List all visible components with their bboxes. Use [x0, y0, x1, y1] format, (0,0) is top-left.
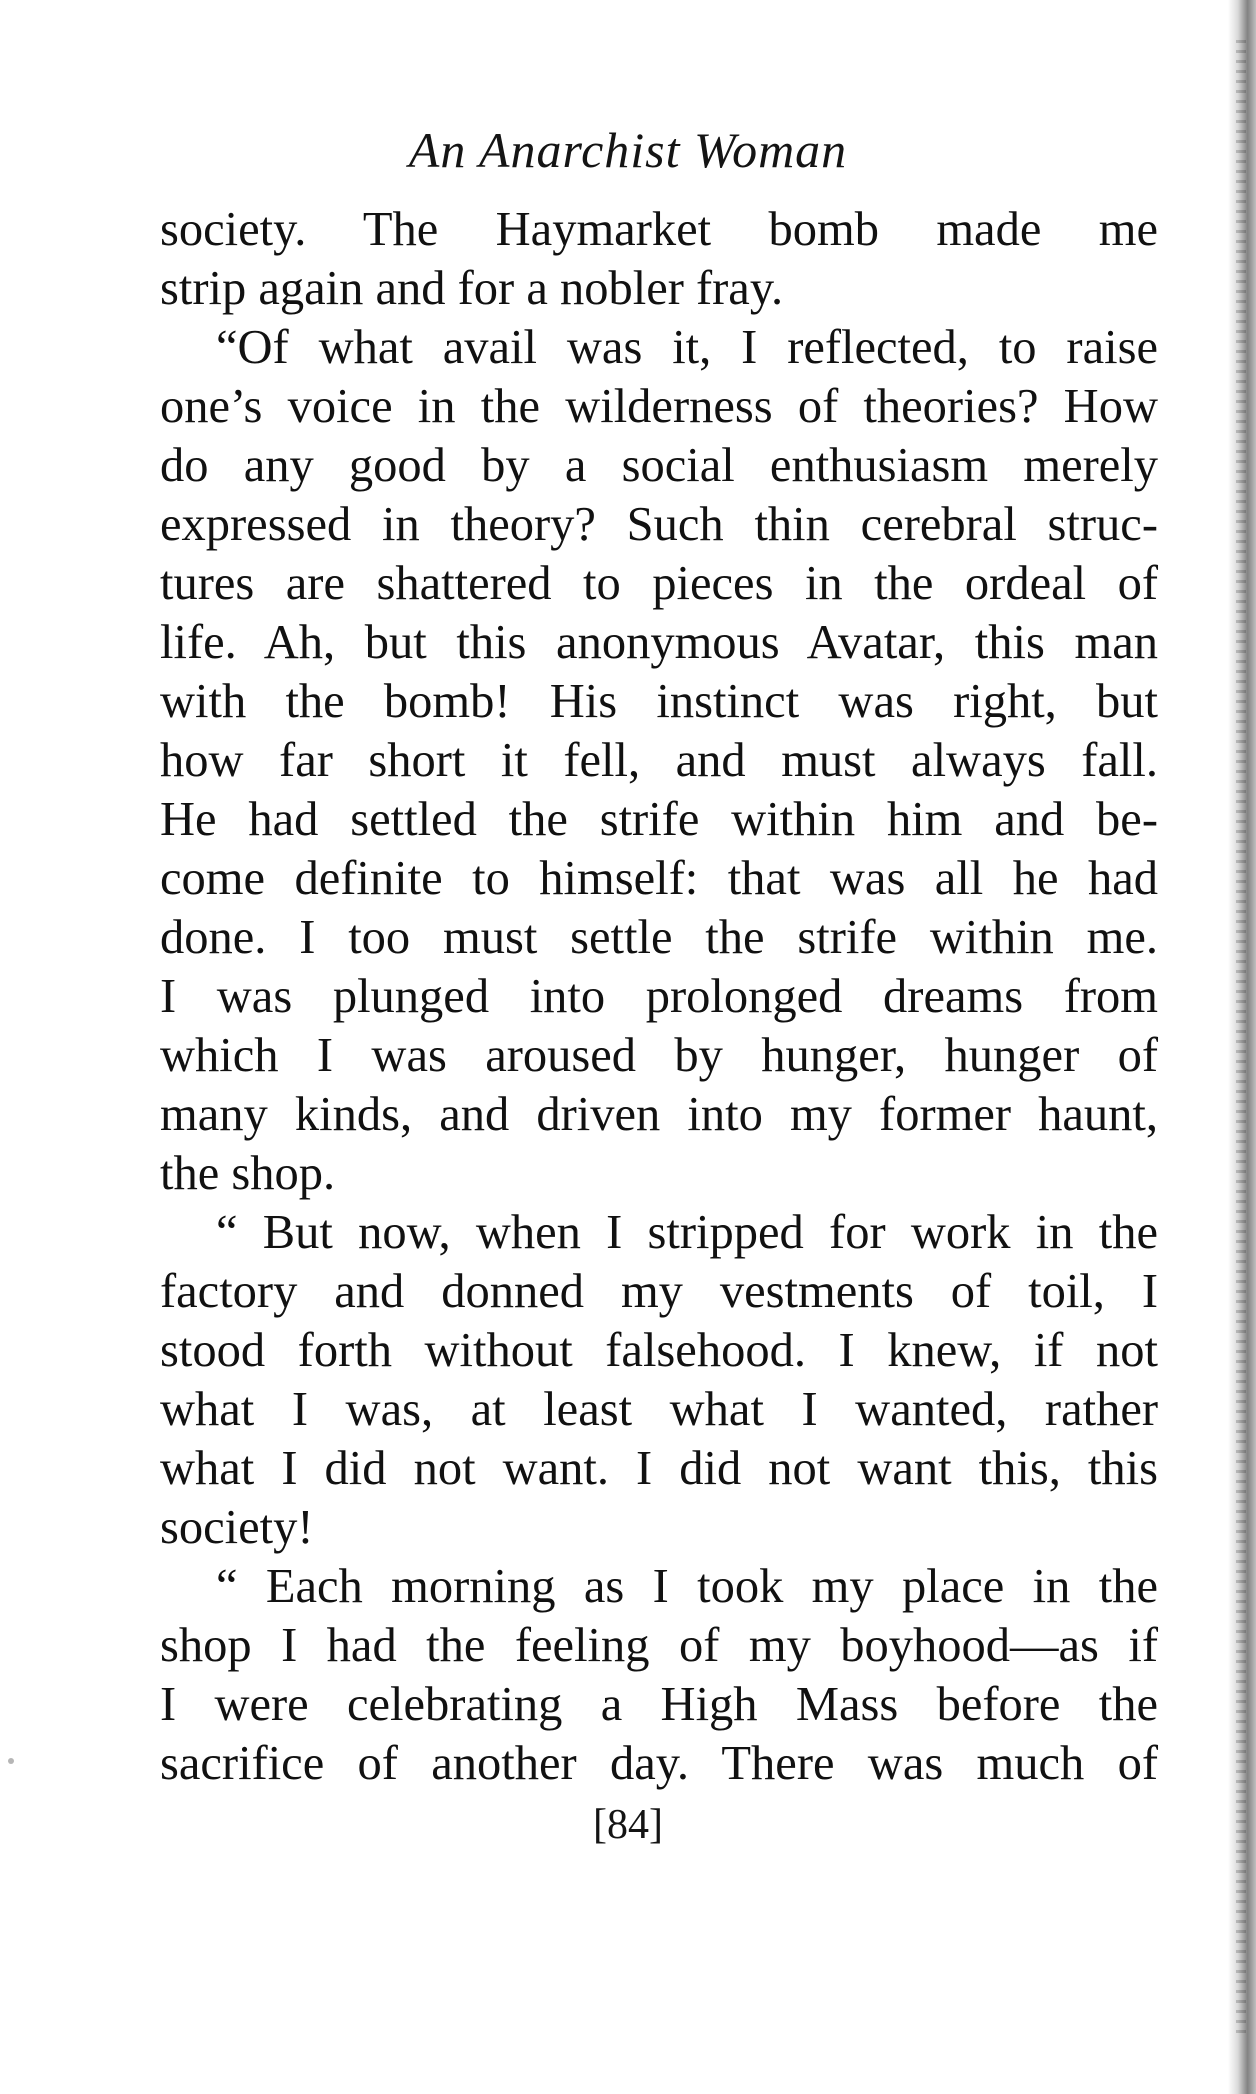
text-line: society. The Haymarket bomb made me	[160, 203, 1158, 256]
text-line: what I did not want. I did not want this, this	[160, 1442, 1158, 1495]
text-line: life. Ah, but this anonymous Avatar, this man	[160, 616, 1158, 669]
body-text	[160, 200, 1158, 1793]
text-line: society!	[160, 1501, 314, 1554]
text-line: I were celebrating a High Mass before the	[160, 1678, 1158, 1731]
text-line: which I was aroused by hunger, hunger of	[160, 1029, 1158, 1082]
text-line: He had settled the strife within him and be-	[160, 793, 1158, 846]
text-line: tures are shattered to pieces in the ordeal of	[160, 557, 1158, 610]
text-line: what I was, at least what I wanted, rather	[160, 1383, 1158, 1436]
text-line: one’s voice in the wilderness of theories? How	[160, 380, 1158, 433]
text-line: “Of what avail was it, I reflected, to raise	[216, 321, 1158, 374]
text-line: strip again and for a nobler fray.	[160, 262, 784, 315]
text-line: many kinds, and driven into my former haunt,	[160, 1088, 1158, 1141]
text-line: do any good by a social enthusiasm merely	[160, 439, 1158, 492]
text-line: factory and donned my vestments of toil, I	[160, 1265, 1158, 1318]
scan-speck	[8, 1758, 14, 1764]
text-line: sacrifice of another day. There was much of	[160, 1737, 1158, 1790]
text-line: “ But now, when I stripped for work in the	[216, 1206, 1158, 1259]
running-head: An Anarchist Woman	[408, 122, 848, 178]
text-line: with the bomb! His instinct was right, but	[160, 675, 1158, 728]
text-line: shop I had the feeling of my boyhood—as if	[160, 1619, 1158, 1672]
text-line: done. I too must settle the strife within me.	[160, 911, 1158, 964]
text-line: I was plunged into prolonged dreams from	[160, 970, 1158, 1023]
text-line: “ Each morning as I took my place in the	[216, 1560, 1158, 1613]
text-line: expressed in theory? Such thin cerebral struc-	[160, 498, 1158, 551]
text-line: come definite to himself: that was all he had	[160, 852, 1158, 905]
text-line: how far short it fell, and must always fall.	[160, 734, 1158, 787]
text-line: stood forth without falsehood. I knew, if not	[160, 1324, 1158, 1377]
binding-edge-shadow	[1228, 0, 1256, 2094]
text-line: the shop.	[160, 1147, 336, 1200]
page-number: [84]	[593, 1802, 663, 1848]
